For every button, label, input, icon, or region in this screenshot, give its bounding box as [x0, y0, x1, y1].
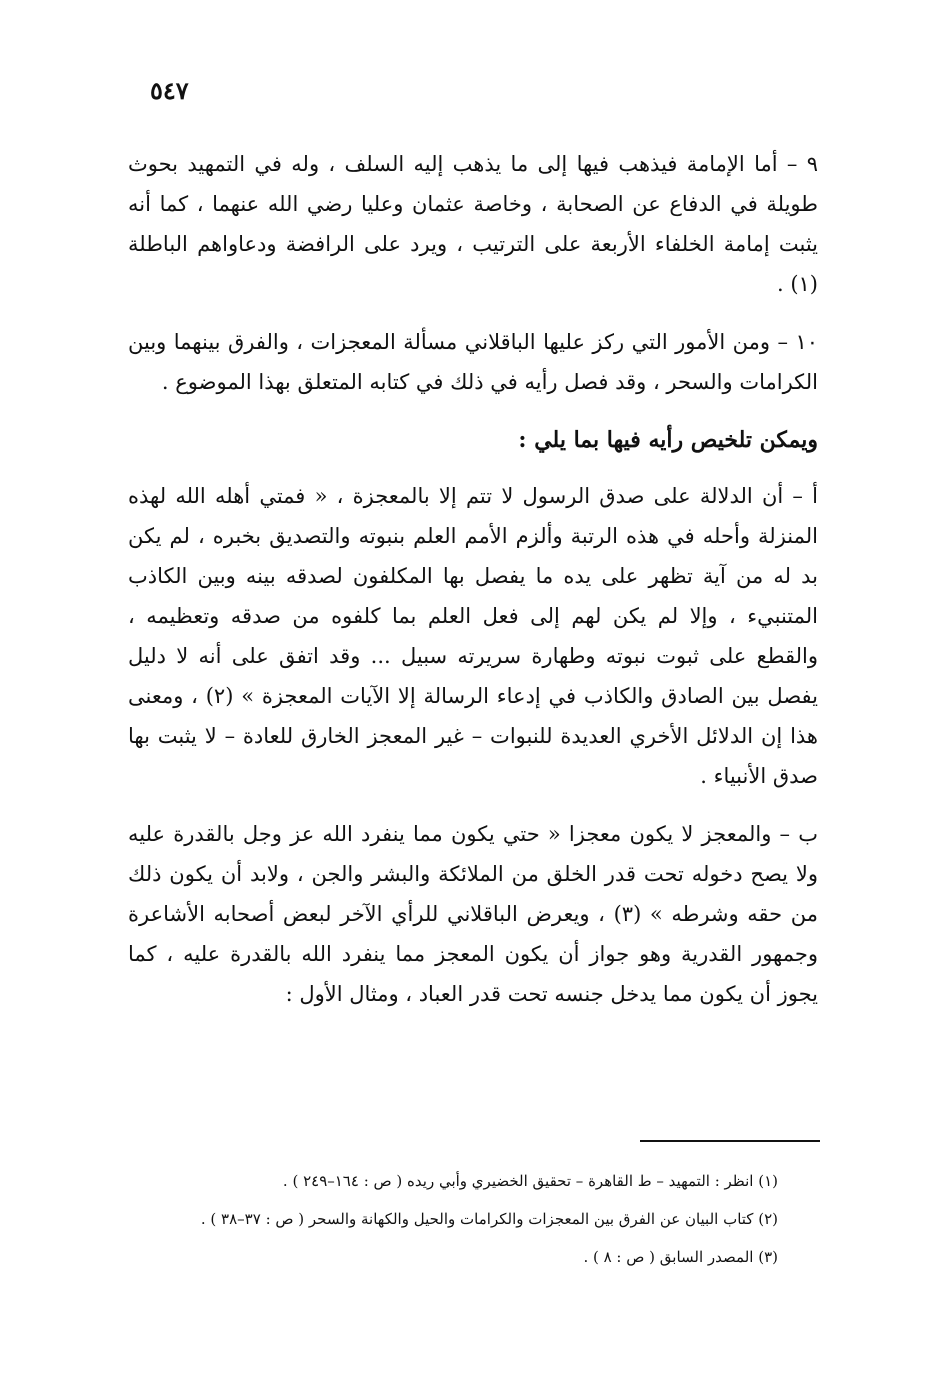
paragraph-imamate: ٩ – أما الإمامة فيذهب فيها إلى ما يذهب إليه السلف ، وله في التمهيد بحوث طويلة في الدفاع عن الصحابة ، وخاصة عثمان وعليا رضي الله عنهما ، كما أنه يثبت إمامة الخلفاء الأربعة على الترتيب ، ويرد على الرافضة ودعاواهم الباطلة (١) .: [128, 152, 818, 296]
paragraph-point-b: ب – والمعجز لا يكون معجزا « حتي يكون مما ينفرد الله عز وجل بالقدرة عليه ولا يصح دخوله تحت قدر الخلق من الملائكة والبشر والجن ، ولابد أن يكون ذلك من حقه وشرطه » (٣) ، ويعرض الباقلاني للرأي الآخر لبعض أصحابه الأشاعرة وجمهور القدرية وهو جواز أن يكون المعجز مما ينفرد الله بالقدرة عليه ، كما يجوز أن يكون مما يدخل جنسه تحت قدر العباد ، ومثال الأول :: [128, 822, 818, 1006]
footnote-1: (١) انظر : التمهيد – ط القاهرة – تحقيق الخضيري وأبي ريده ( ص : ١٦٤–٢٤٩ ) .: [282, 1172, 778, 1190]
footnote-separator: [640, 1140, 820, 1142]
footnote-2: (٢) كتاب البيان عن الفرق بين المعجزات والكرامات والحيل والكهانة والسحر ( ص : ٣٧–٣٨ ) .: [200, 1210, 778, 1228]
main-text: [128, 144, 818, 1032]
footnotes: [128, 1162, 778, 1276]
section-heading: ويمكن تلخيص رأيه فيها بما يلي :: [518, 427, 818, 453]
paragraph-miracles: ١٠ – ومن الأمور التي ركز عليها الباقلاني مسألة المعجزات ، والفرق بينهما وبين الكرامات والسحر ، وقد فصل رأيه في ذلك في كتابه المتعلق بهذا الموضوع .: [128, 330, 818, 394]
paragraph-point-a: أ – أن الدلالة على صدق الرسول لا تتم إلا بالمعجزة ، « فمتي أهله الله لهذه المنزلة وأحله في هذه الرتبة وألزم الأمم العلم بنبوته والتصديق بخبره ، لم يكن بد له من آية تظهر على يده ما يفصل بها المكلفون لصدقه بينه وبين الكاذب المتنبيء ، وإلا لم يكن لهم إلى فعل العلم بما كلفوه من صدقه وتعظيمه ، والقطع على ثبوت نبوته وطهارة سريرته سبيل ... وقد اتفق على أنه لا دليل يفصل بين الصادق والكاذب في إدعاء الرسالة إلا الآيات المعجزة » (٢) ، ومعنى هذا إن الدلائل الأخري العديدة للنبوات – غير المعجز الخارق للعادة – لا يثبت بها صدق الأنبياء .: [128, 484, 818, 788]
page-number: ٥٤٧: [150, 76, 189, 105]
footnote-3: (٣) المصدر السابق ( ص : ٨ ) .: [583, 1248, 778, 1266]
